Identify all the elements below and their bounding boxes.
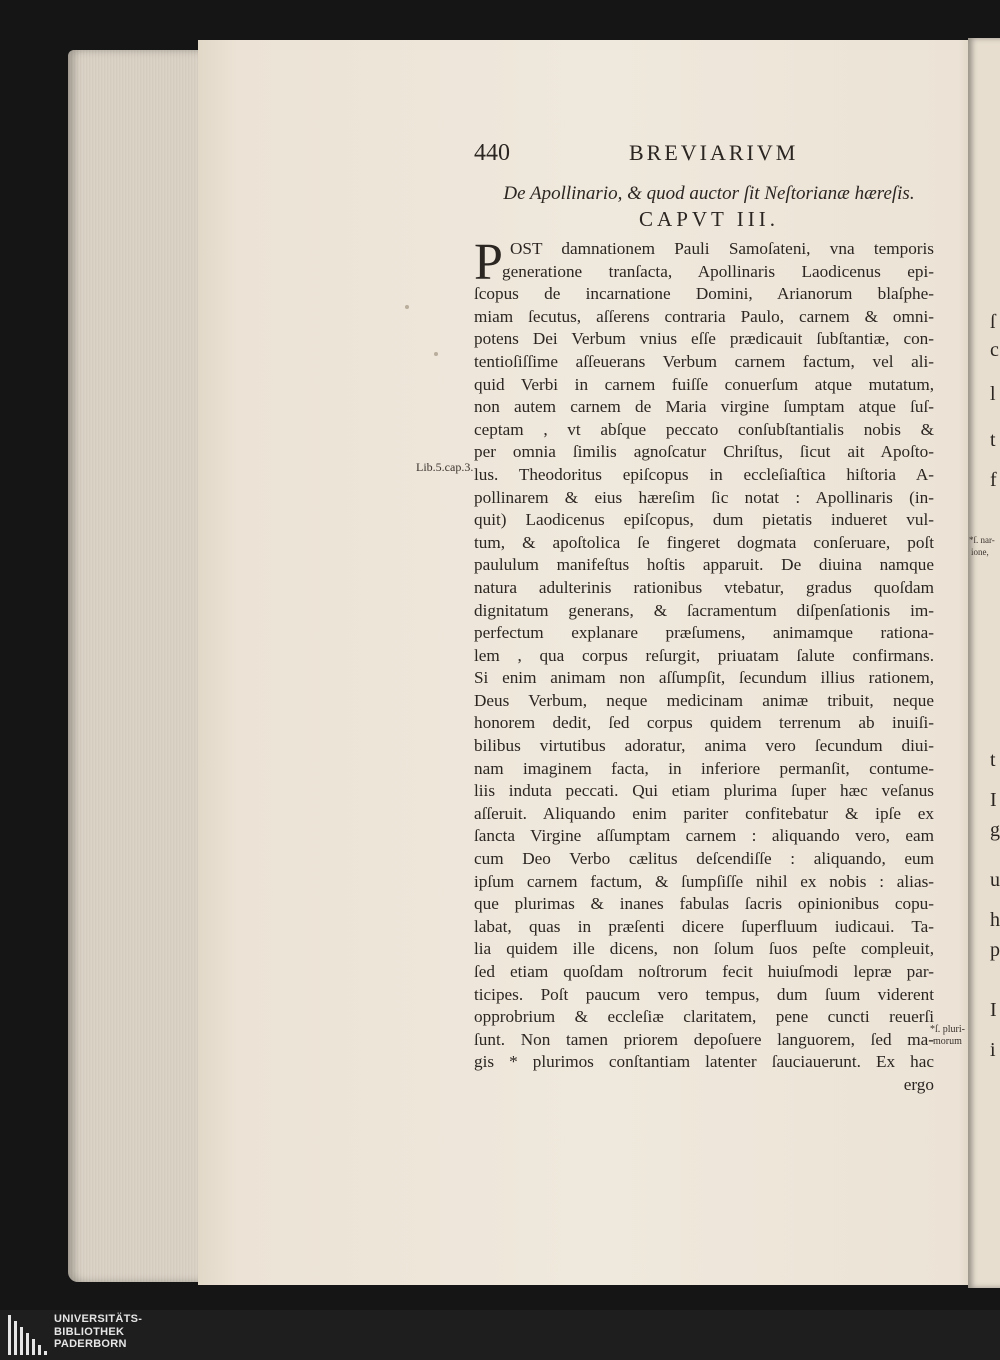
drop-cap: P bbox=[474, 234, 503, 291]
page-number: 440 bbox=[474, 140, 510, 166]
logo-line: UNIVERSITÄTS- bbox=[54, 1313, 143, 1325]
facing-page-glyph: ſ bbox=[990, 311, 996, 333]
text-line: ipſum carnem factum, & ſumpſiſſe nihil ex nobis : alias- bbox=[474, 871, 934, 891]
footer-bar bbox=[0, 1310, 1000, 1360]
text-line: perfectum explanare præſumens, animamque rationa- bbox=[474, 623, 934, 643]
text-line: dignitatum generans, & ſacramentum diſpenſationis im- bbox=[474, 600, 934, 620]
text-line: lem , qua corpus reſurgit, priuatam ſalute confirmans. bbox=[474, 645, 934, 665]
chapter-title: De Apollinario, & quod auctor ſit Neſtorianæ hæreſis. bbox=[503, 183, 915, 204]
text-line: Si enim animam non aſſumpſit, ſecundum illius rationem, bbox=[474, 668, 934, 688]
text-line: ſancta Virgine aſſumptam carnem : aliquando vero, eam bbox=[474, 826, 934, 846]
body-text bbox=[474, 234, 934, 1097]
text-line: tentioſiſſime aſſeuerans Verbum carnem factum, vel ali- bbox=[474, 351, 934, 371]
facing-page-glyph: h bbox=[990, 909, 1000, 931]
facing-page-glyph: I bbox=[990, 999, 997, 1021]
text-line: ceptam , vt abſque peccato conſubſtantialis nobis & bbox=[474, 419, 934, 439]
text-line: ſed etiam quoſdam noſtrorum fecit huiuſmodi lepræ par- bbox=[474, 962, 934, 981]
library-logo-icon bbox=[6, 1313, 52, 1357]
text-line: non autem carnem de Maria virgine ſumptam atque ſuſ- bbox=[474, 397, 934, 417]
text-line: Deus Verbum, neque medicinam animæ tribuit, neque bbox=[474, 690, 934, 710]
text-line: bilibus virtutibus adoratur, anima vero ſecundum diui- bbox=[474, 736, 934, 756]
text-line: miam ſecutus, aſſerens contraria Paulo, carnem & omni- bbox=[474, 306, 934, 326]
facing-page-glyph: t bbox=[990, 429, 996, 451]
text-line: ſcopus de incarnatione Domini, Arianorum blaſphe- bbox=[474, 284, 934, 304]
library-logo-text bbox=[54, 1313, 142, 1351]
facing-page-glyph: u bbox=[990, 869, 1000, 891]
text-line: lus. Theodoritus epiſcopus in eccleſiaſtica hiſtoria A- bbox=[474, 464, 934, 484]
text-line: generatione tranſacta, Apollinaris Laodicenus epi- bbox=[502, 261, 934, 281]
text-line: opprobrium & eccleſiæ claritatem, pene cuncti reuerſi bbox=[474, 1007, 934, 1027]
page-edges bbox=[68, 50, 208, 1282]
facing-margin-note: ione, bbox=[971, 547, 989, 557]
facing-page-glyph: i bbox=[990, 1039, 996, 1061]
text-line: labat, quas in præſenti dicere ſuperfluum iudicaui. Ta- bbox=[474, 916, 934, 936]
running-head bbox=[474, 140, 944, 168]
logo-line: PADERBORN bbox=[54, 1338, 127, 1350]
text-line: OST damnationem Pauli Samoſateni, vna temporis bbox=[510, 239, 934, 258]
running-head-title: BREVIARIVM bbox=[629, 140, 799, 165]
facing-page-glyph: g bbox=[990, 819, 1000, 841]
facing-page-glyph: c bbox=[990, 339, 999, 361]
text-line: que plurimas & inanes fabulas ſacris opinionibus copu- bbox=[474, 894, 934, 914]
text-line: ticipes. Poſt paucum vero tempus, dum ſuum viderent bbox=[474, 984, 934, 1004]
text-line: tum, & apoſtolica ſe fingeret dogmata conſeruare, poſt bbox=[474, 532, 934, 552]
text-line: paululum manifeſtus hoſtis apparuit. De diuina namque bbox=[474, 555, 934, 575]
catchword: ergo bbox=[903, 1074, 934, 1094]
facing-page-glyph: f bbox=[990, 469, 997, 491]
text-line: quid Verbi in carnem fuiſſe conuerſum atque mutatum, bbox=[474, 374, 934, 394]
facing-page-edge bbox=[968, 38, 1000, 1288]
margin-note-line: *ſ. pluri- bbox=[930, 1024, 965, 1035]
facing-page-glyph: l bbox=[990, 383, 996, 405]
text-line: per omnia ſimilis agnoſcatur Chriſtus, ſicut ait Apoſto- bbox=[474, 442, 934, 462]
paper-speck bbox=[405, 305, 409, 309]
text-line: honorem dedit, ſed corpus quidem terrenum ab inuiſi- bbox=[474, 713, 934, 733]
text-line: cum Deo Verbo cælitus deſcendiſſe : aliquando, eum bbox=[474, 849, 934, 869]
text-line: gis * plurimos conſtantiam latenter ſauciauerunt. Ex hac bbox=[474, 1052, 934, 1072]
margin-reference: Lib.5.cap.3. bbox=[416, 460, 474, 474]
text-line: natura adulterinis rationibus vtebatur, gradus quoſdam bbox=[474, 577, 934, 597]
text-line: liis induta peccati. Qui etiam plurima ſuper hæc veſanus bbox=[474, 781, 934, 801]
paper-speck bbox=[434, 352, 438, 356]
text-line: nam imaginem facta, in inferiore permanſit, contume- bbox=[474, 758, 934, 778]
logo-line: BIBLIOTHEK bbox=[54, 1325, 125, 1338]
facing-margin-note: *ſ. nar- bbox=[969, 535, 995, 545]
text-line: ſunt. Non tamen priorem depoſuere languorem, ſed ma- bbox=[474, 1029, 934, 1049]
text-line: lia quidem ille dicens, non ſolum ſuos peſte compleuit, bbox=[474, 939, 934, 959]
margin-note-line: morum bbox=[933, 1036, 962, 1047]
chapter-number: CAPVT III. bbox=[639, 207, 779, 231]
text-line: potens Dei Verbum vnius eſſe prædicauit ſubſtantiæ, con- bbox=[474, 329, 934, 349]
text-line: pollinarem & eius hæreſim ſic notat : Apollinaris (in- bbox=[474, 487, 934, 507]
facing-page-glyph: p bbox=[990, 939, 1000, 961]
facing-page-glyph: t bbox=[990, 749, 996, 771]
text-line: quit) Laodicenus epiſcopus, dum pietatis indueret vul- bbox=[474, 510, 934, 530]
text-line: aſſeruit. Aliquando enim pariter confitebatur & ipſe ex bbox=[474, 803, 934, 823]
facing-page-glyph: I bbox=[990, 789, 997, 811]
